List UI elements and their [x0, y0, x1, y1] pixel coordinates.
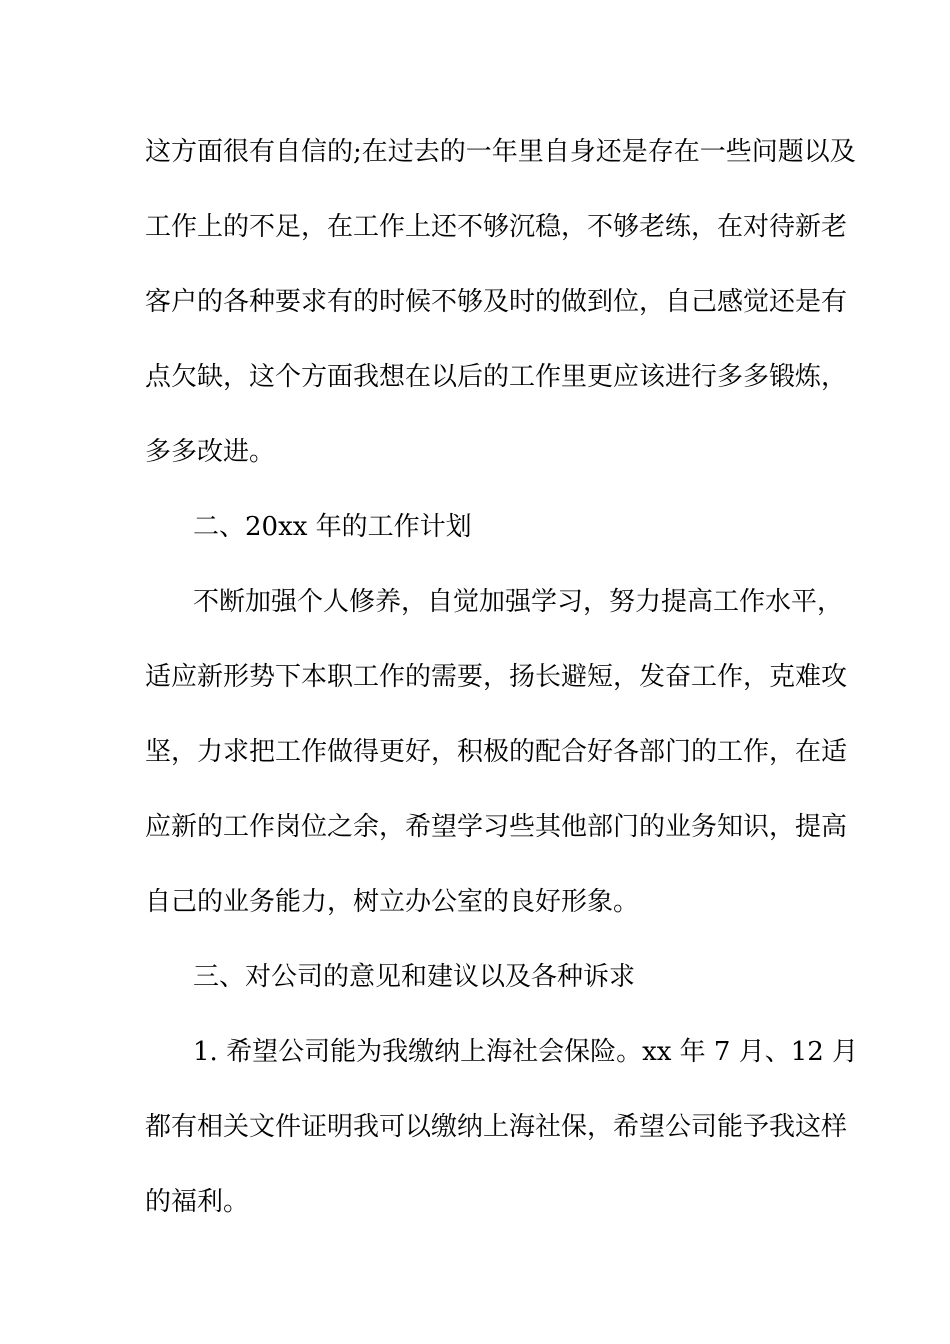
paragraph-line: 应新的工作岗位之余，希望学习些其他部门的业务知识，提高: [145, 812, 848, 842]
paragraph-line: 自己的业务能力，树立办公室的良好形象。: [145, 887, 640, 917]
paragraph-line: 坚，力求把工作做得更好，积极的配合好各部门的工作，在适: [145, 737, 848, 767]
section-heading-suggestions: 三、对公司的意见和建议以及各种诉求: [193, 962, 636, 992]
paragraph-line: 都有相关文件证明我可以缴纳上海社保，希望公司能予我这样: [145, 1112, 848, 1142]
paragraph-line: 这方面很有自信的;在过去的一年里自身还是存在一些问题以及: [145, 137, 856, 167]
paragraph-line: 点欠缺，这个方面我想在以后的工作里更应该进行多多锻炼，: [145, 362, 848, 392]
list-item-line: 1. 希望公司能为我缴纳上海社会保险。xx 年 7 月、12 月: [193, 1037, 859, 1067]
paragraph-line: 多多改进。: [145, 437, 276, 467]
paragraph-line: 客户的各种要求有的时候不够及时的做到位，自己感觉还是有: [145, 287, 848, 317]
paragraph-line: 不断加强个人修养，自觉加强学习，努力提高工作水平，: [193, 587, 844, 617]
paragraph-line: 适应新形势下本职工作的需要，扬长避短，发奋工作，克难攻: [145, 662, 848, 692]
section-heading-plan: 二、20xx 年的工作计划: [193, 512, 472, 542]
paragraph-line: 工作上的不足，在工作上还不够沉稳，不够老练，在对待新老: [145, 212, 848, 242]
paragraph-line: 的福利。: [145, 1187, 250, 1217]
